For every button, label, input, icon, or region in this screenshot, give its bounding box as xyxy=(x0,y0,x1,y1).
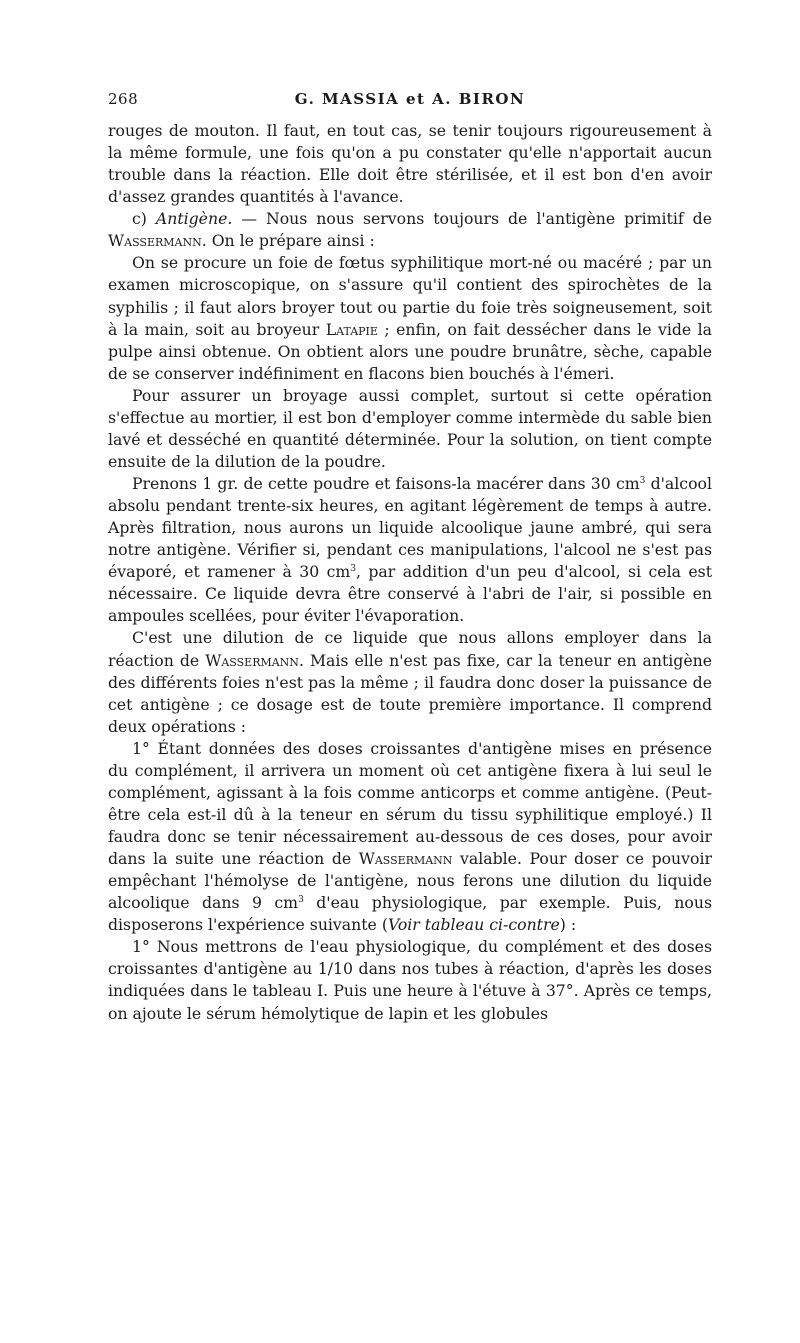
paragraph-6 xyxy=(108,627,712,737)
paragraph-1 xyxy=(108,120,712,208)
paragraph-5-text-mid: d'alcool absolu pendant trente-six heures, en agitant légèrement de temps à autre. Après filtration, nous aurons un liquide alcoolique jaune ambré, qui sera notre antigène. Vérifier si, pendant ces manipulations, l'alcool ne s'est pas évaporé, et ramener à 30 cm xyxy=(108,474,712,582)
paragraph-5-text-end: , par addition d'un peu d'alcool, si cela est nécessaire. Ce liquide devra être conservé à l'abri de l'air, si possible en ampoules scellées, pour éviter l'évaporation. xyxy=(108,562,713,626)
page-header xyxy=(108,90,712,112)
author-name: Wassermann xyxy=(108,231,202,251)
paragraph-2 xyxy=(108,208,712,252)
body-text xyxy=(108,120,712,1025)
paragraph-2-text: — Nous nous servons toujours de l'antigène primitif de xyxy=(232,209,712,229)
paragraph-7-text-mid2: d'eau physiologique, par exemple. Puis, nous disposerons l'expérience suivante ( xyxy=(108,893,712,935)
paragraph-5 xyxy=(108,473,712,627)
author-name: Wassermann xyxy=(205,650,299,670)
table-reference: Voir tableau ci-contre xyxy=(387,915,560,935)
paragraph-6-text: C'est une dilution de ce liquide que nous allons employer dans la réaction de xyxy=(108,628,712,670)
superscript: 3 xyxy=(298,894,304,905)
paragraph-7-text-end: ) : xyxy=(559,915,577,935)
paragraph-4-text: Pour assurer un broyage aussi complet, surtout si cette opération s'effectue au mortier, il est bon d'employer comme intermède du sable bien lavé et desséché en quantité déterminée. Pour la solution, on tient compte ensuite de la dilution de la poudre. xyxy=(108,385,712,471)
paragraph-7-text: 1° Étant données des doses croissantes d'antigène mises en présence du complément, il arrivera un moment où cet antigène fixera à lui seul le complément, agissant à la fois comme anticorps et comme antigène. (Peut-être cela est-il dû à la teneur en sérum du tissu syphilitique employé.) Il faudra donc se tenir nécessairement au-dessous de ces doses, pour avoir dans la suite une réaction de xyxy=(108,738,712,869)
author-name: Latapie xyxy=(325,319,378,339)
paragraph-7-text-mid: valable. Pour doser ce pouvoir empêchant l'hémolyse de l'antigène, nous ferons une dilution du liquide alcoolique dans 9 cm xyxy=(108,849,712,913)
paragraph-8-text: 1° Nous mettrons de l'eau physiologique, du complément et des doses croissantes d'antigène au 1/10 dans nos tubes à réaction, d'après les doses indiquées dans le tableau I. Puis une heure à l'étuve à 37°. Après ce temps, on ajoute le sérum hémolytique de lapin et les globules xyxy=(108,937,712,1023)
paragraph-3 xyxy=(108,252,712,384)
paragraph-2-text-end: . On le prépare ainsi : xyxy=(201,231,375,251)
page-number: 268 xyxy=(108,90,139,108)
paragraph-4 xyxy=(108,385,712,473)
paragraph-5-text: Prenons 1 gr. de cette poudre et faisons-la macérer dans 30 cm xyxy=(132,474,640,493)
running-head: G. MASSIA et A. BIRON xyxy=(294,90,526,108)
section-title: Antigène. xyxy=(155,209,233,229)
paragraph-3-text-end: ; enfin, on fait dessécher dans le vide la pulpe ainsi obtenue. On obtient alors une poudre brunâtre, sèche, capable de se conserver indéfiniment en flacons bien bouchés à l'émeri. xyxy=(108,319,712,383)
superscript: 3 xyxy=(639,475,646,486)
paragraph-3-text: On se procure un foie de fœtus syphilitique mort-né ou macéré ; par un examen microscopique, on s'assure qu'il contient des spirochètes de la syphilis ; il faut alors broyer tout ou partie du foie très soigneusement, soit à la main, soit au broyeur xyxy=(108,253,712,339)
book-page xyxy=(108,90,712,1025)
paragraph-6-text-end: . Mais elle n'est pas fixe, car la teneur en antigène des différents foies n'est pas la même ; il faudra donc doser la puissance de cet antigène ; ce dosage est de toute première importance. Il comprend deux opérations : xyxy=(108,650,713,736)
paragraph-1-text: rouges de mouton. Il faut, en tout cas, se tenir toujours rigoureusement à la même formule, une fois qu'on a pu constater qu'elle n'apportait aucun trouble dans la réaction. Elle doit être stérilisée, et il est bon d'en avoir d'assez grandes quantités à l'avance. xyxy=(108,121,712,207)
superscript: 3 xyxy=(350,564,356,575)
author-name: Wassermann xyxy=(358,849,453,869)
paragraph-7 xyxy=(108,738,712,937)
paragraph-8 xyxy=(108,936,712,1024)
section-label: c) xyxy=(132,209,156,229)
